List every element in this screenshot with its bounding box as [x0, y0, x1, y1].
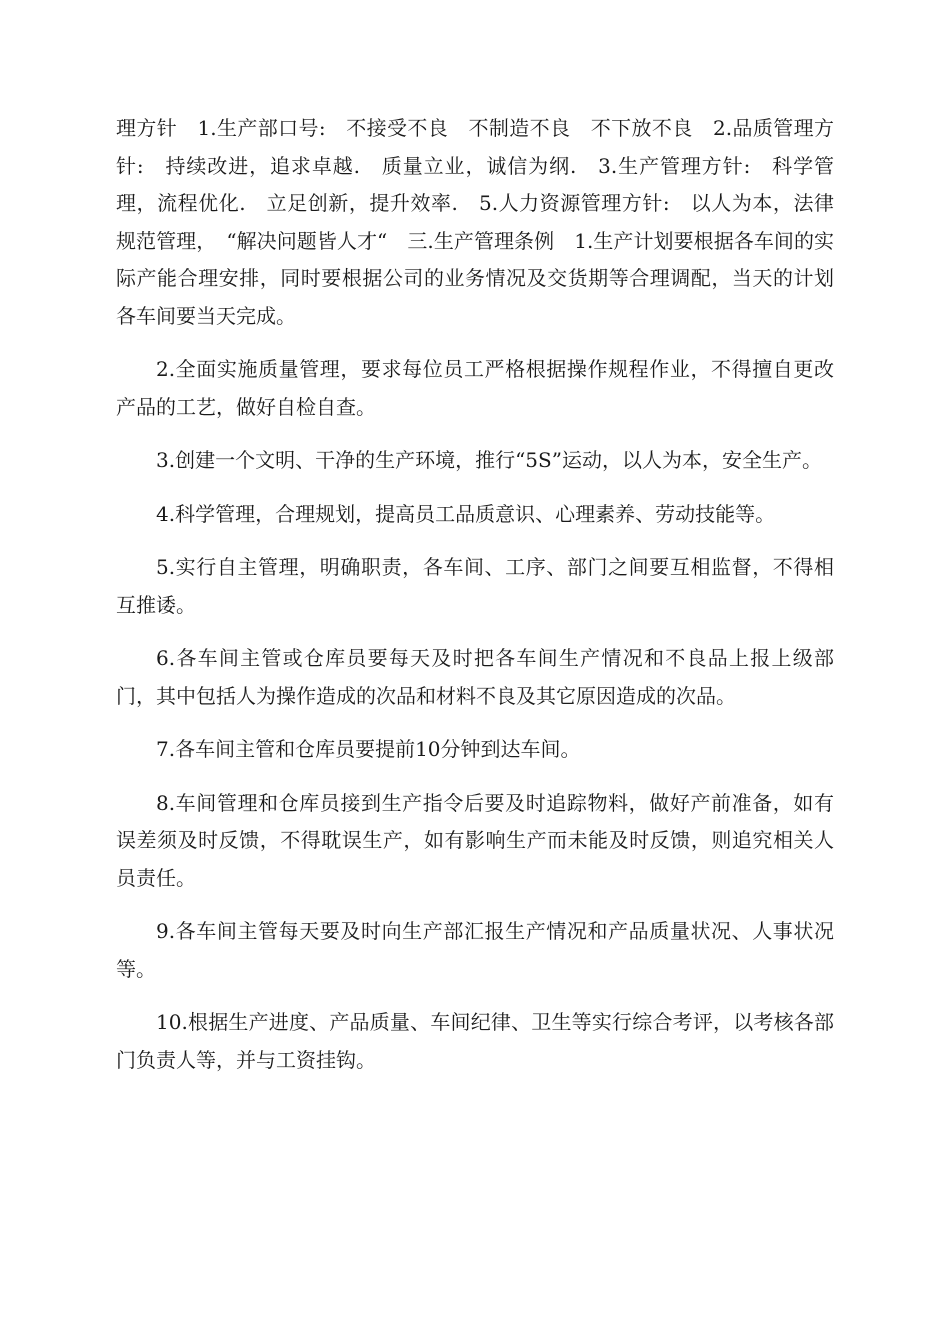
document-page — [116, 110, 834, 1095]
intro-paragraph: 理方针 1.生产部口号: 不接受不良 不制造不良 不下放不良 2.品质管理方针: 持续改进，追求卓越. 质量立业，诚信为纲. 3.生产管理方针: 科学管理，流程优化. 立足创新，提升效率. 5.人力资源管理方针: 以人为本，法律规范管理， “解决问题皆人才“ 三.生产管理条例 1.生产计划要根据各车间的实际产能合理安排，同时要根据公司的业务情况及交货期等合理调配，当天的计划各车间要当天完成。 — [116, 116, 834, 328]
rule-paragraph-6: 6.各车间主管或仓库员要每天及时把各车间生产情况和不良品上报上级部门，其中包括人为操作造成的次品和材料不良及其它原因造成的次品。 — [116, 646, 834, 708]
rule-paragraph-3: 3.创建一个文明、干净的生产环境，推行“5S”运动，以人为本，安全生产。 — [156, 448, 822, 472]
rule-paragraph-8: 8.车间管理和仓库员接到生产指令后要及时追踪物料，做好产前准备，如有误差须及时反馈，不得耽误生产，如有影响生产而未能及时反馈，则追究相关人员责任。 — [116, 790, 834, 890]
rule-paragraph-7: 7.各车间主管和仓库员要提前10分钟到达车间。 — [156, 737, 581, 761]
rule-paragraph-5: 5.实行自主管理，明确职责，各车间、工序、部门之间要互相监督，不得相互推诿。 — [116, 555, 834, 617]
rule-paragraph-10: 10.根据生产进度、产品质量、车间纪律、卫生等实行综合考评，以考核各部门负责人等，并与工资挂钩。 — [116, 1010, 834, 1072]
rule-paragraph-9: 9.各车间主管每天要及时向生产部汇报生产情况和产品质量状况、人事状况等。 — [116, 919, 834, 981]
rule-paragraph-2: 2.全面实施质量管理，要求每位员工严格根据操作规程作业，不得擅自更改产品的工艺，做好自检自查。 — [116, 357, 834, 419]
rule-paragraph-4: 4.科学管理，合理规划，提高员工品质意识、心理素养、劳动技能等。 — [156, 501, 776, 526]
